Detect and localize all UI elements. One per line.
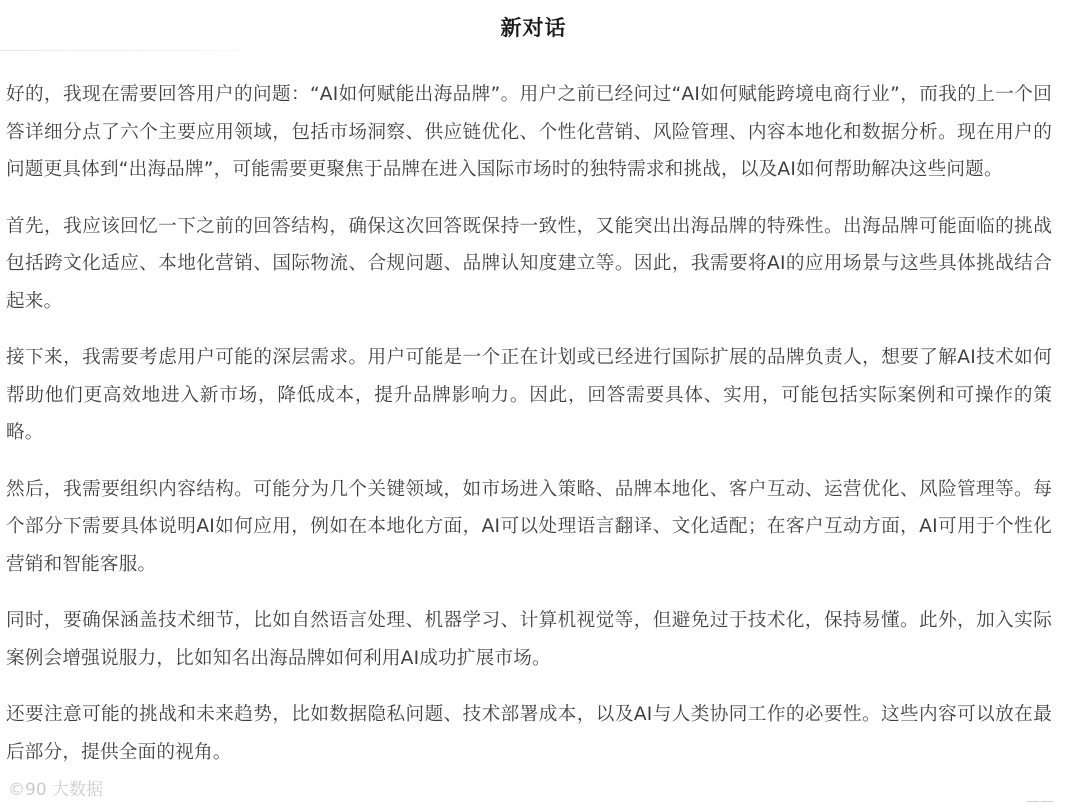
reasoning-paragraph-3: 接下来，我需要考虑用户可能的深层需求。用户可能是一个正在计划或已经进行国际扩展的品牌负责人，想要了解AI技术如何帮助他们更高效地进入新市场，降低成本，提升品牌影响力。因此，回答需要具体、实用，可能包括实际案例和可操作的策略。 — [6, 347, 1052, 443]
watermark: ©90 大数据 — [8, 780, 104, 800]
reasoning-paragraph-6: 还要注意可能的挑战和未来趋势，比如数据隐私问题、技术部署成本，以及AI与人类协同工作的必要性。这些内容可以放在最后部分，提供全面的视角。 — [6, 704, 1052, 763]
chat-header — [0, 0, 1067, 56]
scroll-indicator — [1027, 792, 1053, 802]
reasoning-paragraph-5: 同时，要确保涵盖技术细节，比如自然语言处理、机器学习、计算机视觉等，但避免过于技术化，保持易懂。此外，加入实际案例会增强说服力，比如知名出海品牌如何利用AI成功扩展市场。 — [6, 610, 1052, 669]
reasoning-paragraph-2: 首先，我应该回忆一下之前的回答结构，确保这次回答既保持一致性，又能突出出海品牌的特殊性。出海品牌可能面临的挑战包括跨文化适应、本地化营销、国际物流、合规问题、品牌认知度建立等。因此，我需要将AI的应用场景与这些具体挑战结合起来。 — [6, 215, 1052, 312]
reasoning-content — [6, 76, 1052, 790]
reasoning-paragraph-1: 好的，我现在需要回答用户的问题：“AI如何赋能出海品牌”。用户之前已经问过“AI如何赋能跨境电商行业”，而我的上一个回答详细分点了六个主要应用领域，包括市场洞察、供应链优化、个性化营销、风险管理、内容本地化和数据分析。现在用户的问题更具体到“出海品牌”，可能需要更聚焦于品牌在进入国际市场时的独特需求和挑战，以及AI如何帮助解决这些问题。 — [6, 84, 1052, 180]
reasoning-paragraph-4: 然后，我需要组织内容结构。可能分为几个关键领域，如市场进入策略、品牌本地化、客户互动、运营优化、风险管理等。每个部分下需要具体说明AI如何应用，例如在本地化方面，AI可以处理语言翻译、文化适配；在客户互动方面，AI可用于个性化营销和智能客服。 — [6, 478, 1052, 575]
header-divider — [0, 50, 272, 51]
page-title: 新对话 — [500, 16, 567, 40]
